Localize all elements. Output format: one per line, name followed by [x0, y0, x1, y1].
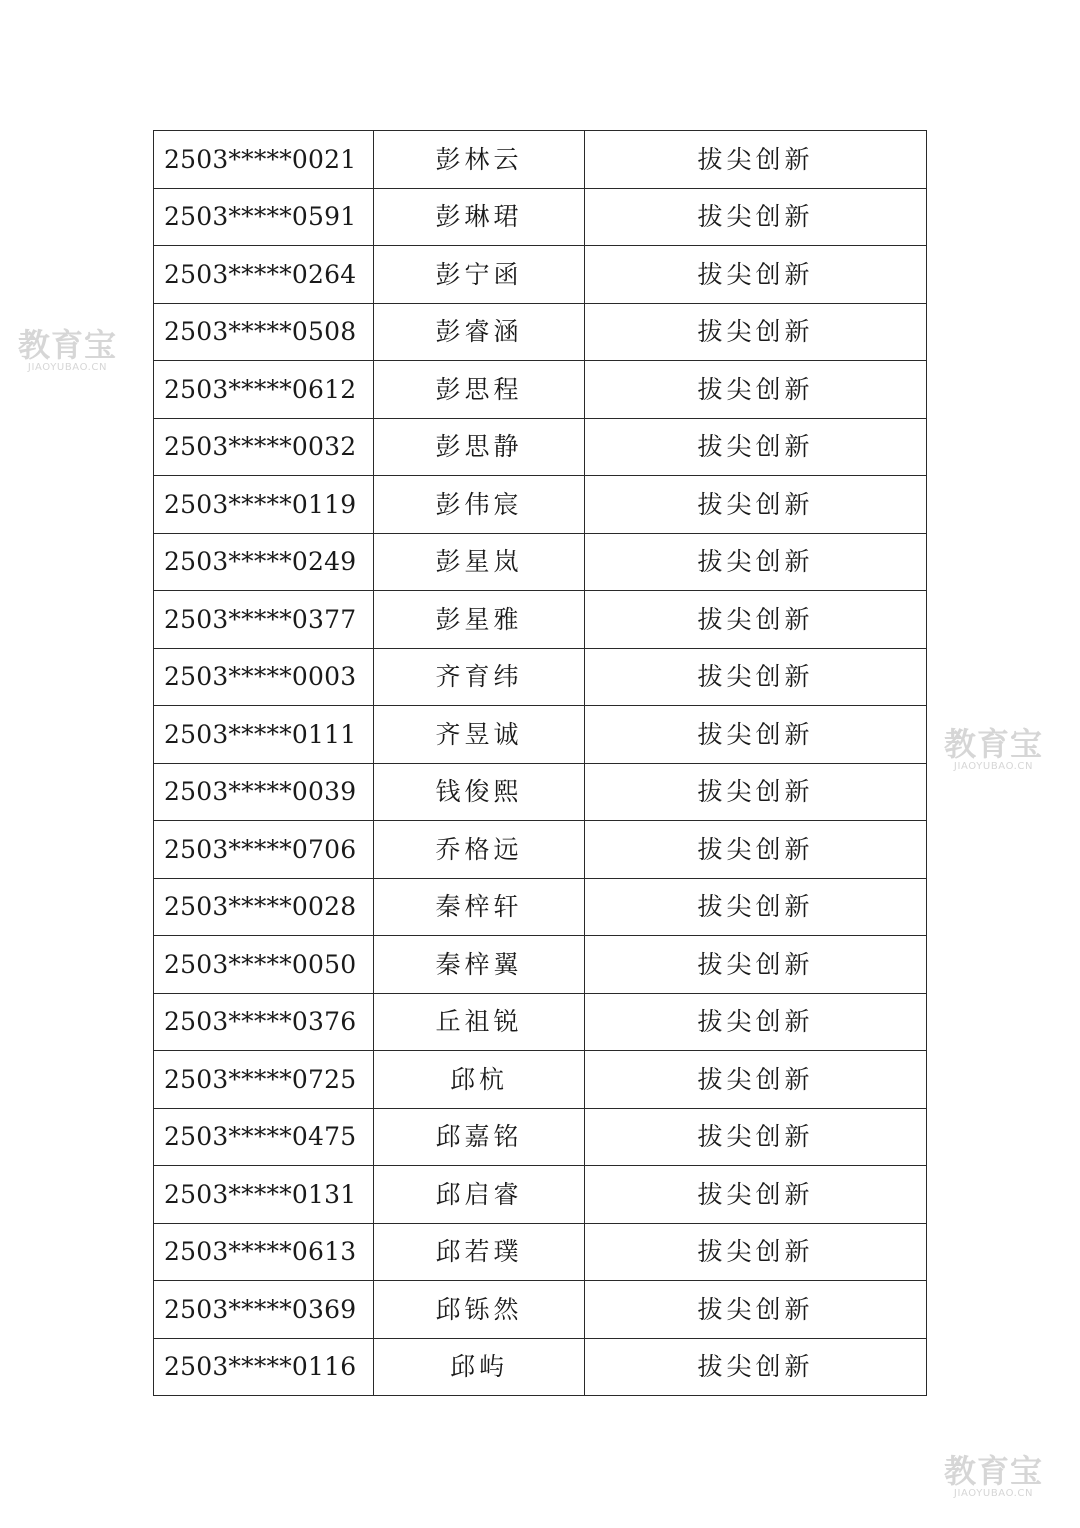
student-name-cell: 邱若璞	[374, 1223, 585, 1281]
table-row	[154, 246, 927, 304]
watermark-text-en: JIAOYUBAO.CN	[27, 362, 108, 373]
category-cell: 拔尖创新	[585, 993, 927, 1051]
student-id-cell: 2503*****0508	[154, 303, 374, 361]
student-id-cell: 2503*****0111	[154, 706, 374, 764]
student-id-cell: 2503*****0131	[154, 1166, 374, 1224]
student-id-cell: 2503*****0028	[154, 878, 374, 936]
category-cell: 拔尖创新	[585, 648, 927, 706]
table-row	[154, 1051, 927, 1109]
student-name-cell: 邱杭	[374, 1051, 585, 1109]
watermark-logo	[944, 1454, 1043, 1500]
category-cell: 拔尖创新	[585, 303, 927, 361]
watermark-text-en: JIAOYUBAO.CN	[953, 1488, 1034, 1499]
table-row	[154, 131, 927, 189]
category-cell: 拔尖创新	[585, 591, 927, 649]
student-name-cell: 齐昱诚	[374, 706, 585, 764]
table-row	[154, 1166, 927, 1224]
category-cell: 拔尖创新	[585, 1338, 927, 1396]
table-row	[154, 533, 927, 591]
table-row	[154, 821, 927, 879]
student-id-cell: 2503*****0725	[154, 1051, 374, 1109]
category-cell: 拔尖创新	[585, 188, 927, 246]
table-row	[154, 648, 927, 706]
table-row	[154, 1338, 927, 1396]
student-name-cell: 邱屿	[374, 1338, 585, 1396]
student-id-cell: 2503*****0119	[154, 476, 374, 534]
student-id-cell: 2503*****0050	[154, 936, 374, 994]
table-row	[154, 993, 927, 1051]
category-cell: 拔尖创新	[585, 706, 927, 764]
table-row	[154, 936, 927, 994]
category-cell: 拔尖创新	[585, 418, 927, 476]
category-cell: 拔尖创新	[585, 1281, 927, 1339]
table-row	[154, 763, 927, 821]
student-id-cell: 2503*****0377	[154, 591, 374, 649]
table-row	[154, 1281, 927, 1339]
student-name-cell: 秦梓翼	[374, 936, 585, 994]
student-name-cell: 邱启睿	[374, 1166, 585, 1224]
table-row	[154, 591, 927, 649]
student-id-cell: 2503*****0039	[154, 763, 374, 821]
student-id-cell: 2503*****0475	[154, 1108, 374, 1166]
student-id-cell: 2503*****0021	[154, 131, 374, 189]
student-id-cell: 2503*****0249	[154, 533, 374, 591]
table-row	[154, 1108, 927, 1166]
student-id-cell: 2503*****0369	[154, 1281, 374, 1339]
student-id-cell: 2503*****0376	[154, 993, 374, 1051]
watermark-text-cn: 教育宝	[944, 725, 1044, 763]
category-cell: 拔尖创新	[585, 1166, 927, 1224]
table-row	[154, 1223, 927, 1281]
table-row	[154, 878, 927, 936]
student-name-cell: 彭林云	[374, 131, 585, 189]
student-name-cell: 乔格远	[374, 821, 585, 879]
student-id-cell: 2503*****0613	[154, 1223, 374, 1281]
student-id-cell: 2503*****0003	[154, 648, 374, 706]
student-name-cell: 秦梓轩	[374, 878, 585, 936]
student-name-cell: 齐育纬	[374, 648, 585, 706]
category-cell: 拔尖创新	[585, 131, 927, 189]
roster-table-container	[153, 130, 927, 1396]
student-name-cell: 彭宁函	[374, 246, 585, 304]
student-name-cell: 彭思静	[374, 418, 585, 476]
category-cell: 拔尖创新	[585, 936, 927, 994]
watermark-text-cn: 教育宝	[944, 1452, 1044, 1490]
student-id-cell: 2503*****0706	[154, 821, 374, 879]
category-cell: 拔尖创新	[585, 1051, 927, 1109]
student-name-cell: 彭星岚	[374, 533, 585, 591]
student-id-cell: 2503*****0264	[154, 246, 374, 304]
category-cell: 拔尖创新	[585, 1108, 927, 1166]
student-id-cell: 2503*****0032	[154, 418, 374, 476]
table-row	[154, 188, 927, 246]
watermark-logo	[18, 328, 117, 374]
student-name-cell: 彭琳珺	[374, 188, 585, 246]
category-cell: 拔尖创新	[585, 1223, 927, 1281]
table-row	[154, 303, 927, 361]
student-name-cell: 邱铄然	[374, 1281, 585, 1339]
table-row	[154, 476, 927, 534]
student-id-cell: 2503*****0591	[154, 188, 374, 246]
category-cell: 拔尖创新	[585, 763, 927, 821]
category-cell: 拔尖创新	[585, 878, 927, 936]
category-cell: 拔尖创新	[585, 246, 927, 304]
roster-table	[153, 130, 927, 1396]
category-cell: 拔尖创新	[585, 533, 927, 591]
category-cell: 拔尖创新	[585, 361, 927, 419]
student-name-cell: 丘祖锐	[374, 993, 585, 1051]
student-name-cell: 彭星雅	[374, 591, 585, 649]
student-name-cell: 彭思程	[374, 361, 585, 419]
table-row	[154, 361, 927, 419]
table-row	[154, 418, 927, 476]
watermark-text-cn: 教育宝	[18, 326, 118, 364]
student-name-cell: 钱俊熙	[374, 763, 585, 821]
category-cell: 拔尖创新	[585, 821, 927, 879]
student-name-cell: 彭伟宸	[374, 476, 585, 534]
category-cell: 拔尖创新	[585, 476, 927, 534]
student-name-cell: 彭睿涵	[374, 303, 585, 361]
student-name-cell: 邱嘉铭	[374, 1108, 585, 1166]
student-id-cell: 2503*****0116	[154, 1338, 374, 1396]
student-id-cell: 2503*****0612	[154, 361, 374, 419]
table-row	[154, 706, 927, 764]
watermark-text-en: JIAOYUBAO.CN	[953, 761, 1034, 772]
watermark-logo	[944, 727, 1043, 773]
